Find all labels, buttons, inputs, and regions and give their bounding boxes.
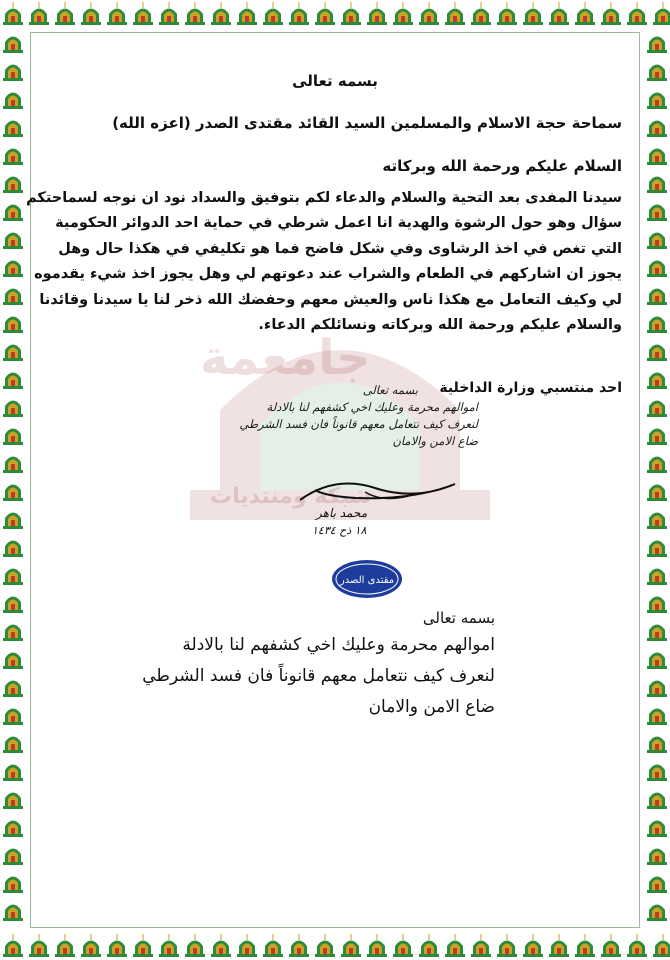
letter-body-line: سيدنا المفدى بعد التحية والسلام والدعاء لكم بتوفيق والسداد نود ان نوجه لسماحتكم	[26, 190, 622, 206]
letter-body-line: يجوز ان اشاركهم في الطعام والشراب عند دعوتهم لي وهل يجوز اخذ شيء يقدموه	[34, 266, 622, 283]
letter-body-line: سؤال وهو حول الرشوة والهدية انا اعمل شرطي في حماية احد الدوائر الحكومية	[55, 215, 622, 232]
transcription-line: بسمه تعالى	[422, 609, 495, 627]
official-stamp	[330, 558, 404, 600]
watermark-subtext: شبكة ومنتديات	[210, 484, 372, 509]
signature-name: محمد باهر	[316, 506, 368, 520]
letter-body	[26, 186, 622, 338]
letter-title: بسمه تعالى	[292, 72, 378, 90]
reply-transcription	[142, 606, 495, 723]
handwritten-line: بسمه تعالى	[362, 383, 418, 397]
letter-body-line: لي وكيف التعامل مع هكذا ناس والعيش معهم وحفضك الله ذخر لنا يا سيدنا وقائدنا	[39, 291, 622, 308]
border-right	[644, 28, 670, 932]
watermark-text: جامعمة	[200, 330, 371, 386]
border-top	[0, 0, 670, 28]
handwritten-reply	[238, 382, 478, 450]
letter-addressee: سماحة حجة الاسلام والمسلمين السيد القائد مقتدى الصدر (اعزه الله)	[112, 114, 622, 132]
letter-body-line: والسلام عليكم ورحمة الله وبركاته ونسائلكم الدعاء.	[258, 317, 622, 334]
handwritten-line: اموالهم محرمة وعليك اخي كشفهم لنا بالادلة	[266, 400, 478, 414]
signature-date: ١٨ ذح ١٤٣٤	[312, 524, 367, 537]
letter-greeting: السلام عليكم ورحمة الله وبركاته	[382, 157, 622, 175]
handwritten-line: ضاع الامن والامان	[392, 434, 478, 448]
transcription-line: لنعرف كيف نتعامل معهم قانوناً فان فسد الشرطي	[142, 666, 495, 686]
stamp-text: مقتدى الصدر	[339, 575, 395, 586]
transcription-line: ضاع الامن والامان	[368, 697, 495, 717]
letter-signer: احد منتسبي وزارة الداخلية	[439, 380, 622, 396]
border-left	[0, 28, 26, 932]
border-bottom	[0, 932, 670, 960]
handwritten-line: لنعرف كيف نتعامل معهم قانوناً فان فسد الشرطي	[239, 417, 478, 431]
letter-body-line: التي تغص في اخذ الرشاوى وفي شكل فاضح فما هو تكليفي في هكذا حال وهل	[58, 240, 622, 257]
signature-scribble	[295, 470, 465, 510]
transcription-line: اموالهم محرمة وعليك اخي كشفهم لنا بالادلة	[182, 635, 495, 655]
